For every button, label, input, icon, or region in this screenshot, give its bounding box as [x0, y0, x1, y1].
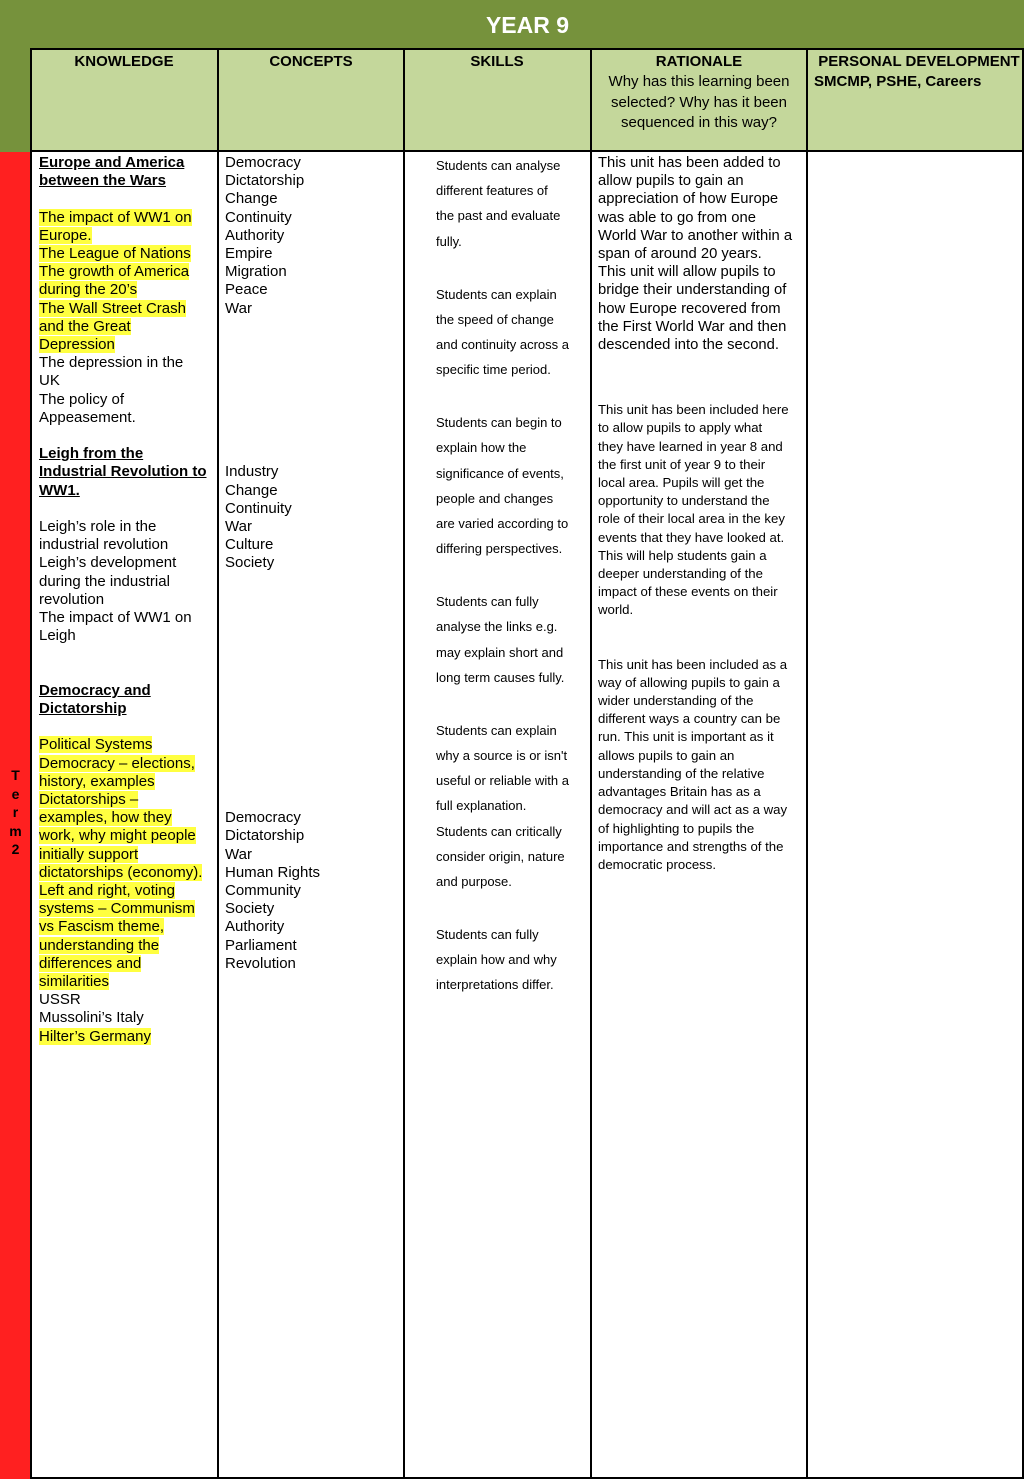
rationale-line: deeper understanding of the	[598, 566, 763, 582]
skill-line: useful or reliable with a	[436, 773, 569, 789]
header-personal-development: PERSONAL DEVELOPMENT SMCMP, PSHE, Careers	[814, 53, 1020, 90]
topic: vs Fascism theme,	[39, 918, 165, 936]
skill-line: and continuity across a	[436, 337, 569, 353]
unit-title: Europe and America	[39, 154, 185, 171]
concept-item: Peace	[225, 281, 268, 299]
topic: differences and	[39, 954, 142, 972]
rationale-line: importance and strengths of the	[598, 838, 784, 854]
topic: similarities	[39, 973, 110, 991]
rationale-line: World War to another within a	[598, 227, 793, 244]
concept-group	[225, 809, 403, 973]
topic: Depression	[39, 336, 115, 354]
topic: during the 20’s	[39, 281, 138, 299]
skill-line: Students can begin to	[436, 415, 562, 431]
term-label: T e r m 2	[9, 767, 22, 857]
page-title: YEAR 9	[31, 0, 1024, 48]
concept-item: Culture	[225, 536, 274, 554]
rationale-line: how Europe recovered from	[598, 300, 781, 317]
unit-title: Democracy and	[39, 681, 151, 699]
skill-line: explain how the	[436, 440, 527, 456]
topic: Europe.	[39, 226, 92, 244]
skill-line: Students can fully	[436, 927, 539, 943]
topic: The depression in the	[39, 354, 184, 372]
rationale-line: democracy and will act as a way	[598, 802, 788, 818]
skill-line: why a source is or isn't	[436, 748, 568, 764]
skill-group	[436, 589, 586, 690]
rationale-paragraph	[598, 152, 804, 354]
rationale-line: the First World War and then	[598, 318, 787, 335]
topic: Appeasement.	[39, 408, 136, 426]
rationale-line: they have learned in year 8 and	[598, 438, 783, 454]
topic: The growth of America	[39, 263, 190, 281]
unit-title: WW1.	[39, 481, 80, 499]
rationale-line: span of around 20 years.	[598, 246, 762, 263]
topic: initially support	[39, 845, 139, 863]
concept-item: Society	[225, 554, 275, 572]
topic: The impact of WW1 on	[39, 609, 192, 627]
concept-item: Dictatorship	[225, 172, 305, 190]
skill-line: Students can fully	[436, 594, 539, 610]
topic: Hilter’s Germany	[39, 1027, 151, 1045]
concept-item: Continuity	[225, 499, 292, 517]
rationale-line: world.	[598, 602, 634, 618]
skill-line: consider origin, nature	[436, 848, 565, 864]
header-rationale: RATIONALE Why has this learning been selected? Why has it been sequenced in this way?	[608, 53, 790, 131]
header-knowledge: KNOWLEDGE	[74, 53, 174, 70]
concept-item: Community	[225, 882, 301, 900]
topic: Leigh	[39, 627, 76, 645]
concept-group	[225, 154, 403, 318]
concept-item: War	[225, 845, 252, 863]
grid-line	[217, 48, 219, 1479]
personal-development-column	[808, 152, 1022, 1479]
rationale-line: allows pupils to gain an	[598, 747, 735, 763]
rationale-line: This will help students gain a	[598, 547, 767, 563]
rationale-line: was able to go from one	[598, 209, 756, 226]
concept-item: Human Rights	[225, 863, 321, 881]
skill-line: differing perspectives.	[436, 541, 563, 557]
term-bar-header	[0, 0, 31, 152]
concept-item: War	[225, 299, 252, 317]
concept-item: Democracy	[225, 154, 301, 171]
rationale-line: different ways a country can be	[598, 711, 781, 727]
unit-title: Industrial Revolution to	[39, 463, 207, 481]
skill-line: specific time period.	[436, 362, 551, 378]
skill-line: are varied according to	[436, 516, 569, 532]
rationale-line: of highlighting to pupils the	[598, 820, 755, 836]
concept-item: Society	[225, 900, 275, 918]
skill-line: interpretations differ.	[436, 977, 554, 993]
skill-group	[436, 922, 586, 998]
topic: The impact of WW1 on	[39, 208, 192, 226]
rationale-line: the first unit of year 9 to their	[598, 456, 766, 472]
rationale-line: This unit has been included here	[598, 402, 789, 418]
concept-item: Continuity	[225, 208, 292, 226]
topic: Left and right, voting	[39, 882, 175, 900]
topic: Leigh’s role in the	[39, 518, 157, 536]
concept-item: Migration	[225, 263, 287, 281]
skill-line: long term causes fully.	[436, 669, 565, 685]
skill-line: people and changes	[436, 490, 554, 506]
skills-column	[436, 152, 586, 1479]
rationale-line: wider understanding of the	[598, 693, 754, 709]
rationale-paragraph	[598, 401, 804, 619]
header-concepts: CONCEPTS	[269, 53, 353, 70]
skill-line: analyse the links e.g.	[436, 619, 558, 635]
skill-line: fully.	[436, 233, 462, 249]
rationale-line: allow pupils to gain an	[598, 173, 744, 190]
topic: history, examples	[39, 772, 155, 790]
rationale-line: opportunity to understand the	[598, 493, 770, 509]
topic: Dictatorships –	[39, 791, 139, 809]
topic: and the Great	[39, 317, 131, 335]
skill-group	[436, 410, 586, 561]
topic: Democracy – elections,	[39, 754, 195, 772]
rationale-line: to allow pupils to apply what	[598, 420, 763, 436]
topic: examples, how they	[39, 809, 172, 827]
skill-line: explain how and why	[436, 952, 557, 968]
topic: Leigh’s development	[39, 554, 177, 572]
topic: revolution	[39, 590, 105, 608]
rationale-line: appreciation of how Europe	[598, 191, 779, 208]
rationale-line: run. This unit is important as it	[598, 729, 774, 745]
rationale-line: role of their local area in the key	[598, 511, 785, 527]
concept-item: Change	[225, 481, 278, 499]
rationale-line: descended into the second.	[598, 337, 779, 354]
skill-line: the speed of change	[436, 311, 554, 327]
topic: understanding the	[39, 936, 160, 954]
header-skills: SKILLS	[470, 53, 524, 70]
rationale-line: advantages Britain has as a	[598, 784, 761, 800]
topic: systems – Communism	[39, 900, 195, 918]
table-header-row	[31, 48, 1024, 152]
grid-line	[30, 48, 32, 1479]
unit-title: Leigh from the	[39, 445, 144, 463]
skill-line: different features of	[436, 183, 548, 199]
rationale-line: way of allowing pupils to gain a	[598, 674, 780, 690]
topic: Mussolini’s Italy	[39, 1009, 144, 1027]
topic: during the industrial	[39, 572, 170, 590]
concept-item: Democracy	[225, 809, 301, 827]
concept-item: War	[225, 518, 252, 536]
concept-item: Authority	[225, 226, 285, 244]
skill-line: the past and evaluate	[436, 208, 561, 224]
grid-line	[590, 48, 592, 1479]
skill-line: Students can explain	[436, 286, 557, 302]
concept-item: Revolution	[225, 954, 296, 972]
skill-line: Students can explain	[436, 722, 557, 738]
skill-line: Students can analyse	[436, 158, 561, 173]
rationale-line: This unit has been included as a	[598, 656, 788, 672]
topic: The policy of	[39, 390, 125, 408]
unit-title: between the Wars	[39, 172, 166, 190]
concepts-column	[225, 152, 403, 1479]
rationale-line: democratic process.	[598, 856, 716, 872]
rationale-line: understanding of the relative	[598, 765, 765, 781]
skill-line: Students can critically	[436, 823, 562, 839]
topic: dictatorships (economy).	[39, 863, 203, 881]
rationale-line: local area. Pupils will get the	[598, 475, 765, 491]
rationale-line: bridge their understanding of	[598, 282, 787, 299]
topic: USSR	[39, 991, 81, 1009]
rationale-line: This unit will allow pupils to	[598, 264, 776, 281]
topic: work, why might people	[39, 827, 196, 845]
skill-line: may explain short and	[436, 644, 564, 660]
topic: Political Systems	[39, 736, 153, 754]
rationale-paragraph	[598, 656, 804, 874]
skill-line: significance of events,	[436, 465, 564, 481]
concept-item: Dictatorship	[225, 827, 305, 845]
rationale-column	[598, 152, 804, 1479]
rationale-line: impact of these events on their	[598, 584, 778, 600]
skill-group	[436, 718, 586, 894]
concept-item: Empire	[225, 245, 273, 263]
topic: UK	[39, 372, 60, 390]
concept-item: Change	[225, 190, 278, 208]
skill-group	[436, 282, 586, 383]
topic: industrial revolution	[39, 536, 169, 554]
unit-title: Dictatorship	[39, 700, 127, 718]
rationale-line: events that they have looked at.	[598, 529, 785, 545]
concept-group	[225, 463, 403, 572]
skill-group	[436, 153, 586, 254]
rationale-line: This unit has been added to	[598, 155, 781, 171]
topic: The Wall Street Crash	[39, 299, 186, 317]
topic: The League of Nations	[39, 245, 191, 262]
concept-item: Parliament	[225, 936, 297, 954]
concept-item: Industry	[225, 463, 279, 481]
skill-line: and purpose.	[436, 874, 512, 890]
grid-line	[403, 48, 405, 1479]
skill-line: full explanation.	[436, 798, 527, 814]
knowledge-column	[39, 152, 217, 1479]
concept-item: Authority	[225, 918, 285, 936]
